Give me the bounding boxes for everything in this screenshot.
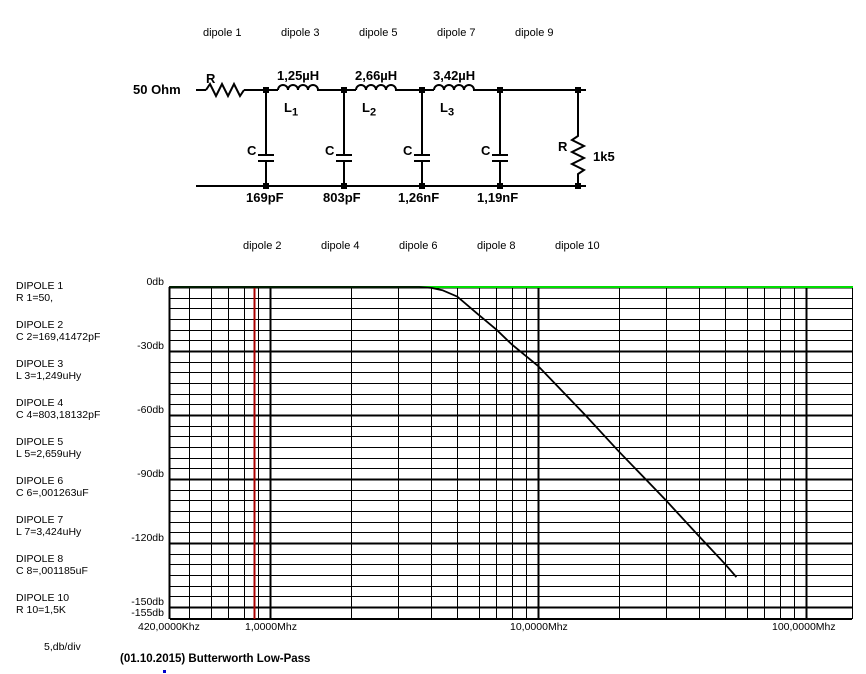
param-value: C 2=169,41472pF — [16, 331, 101, 343]
cap-8-value: 1,19nF — [477, 190, 519, 205]
dipole-label-6: dipole 6 — [399, 240, 438, 252]
cap-2-label: C — [247, 143, 257, 158]
inductor-3-label: $L_3$ — [440, 100, 455, 119]
param-name: DIPOLE 3 — [16, 358, 64, 370]
load-resistor-value: 1k5 — [593, 149, 615, 164]
inductor-3-value: 3,42µH — [433, 68, 476, 83]
dipole-label-10: dipole 10 — [555, 240, 600, 252]
param-value: C 4=803,18132pF — [16, 409, 101, 421]
y-tick-label: 0db — [146, 276, 164, 288]
cursor-dot — [163, 670, 166, 673]
dipole-label-9: dipole 9 — [515, 27, 554, 39]
cap-4-value: 803pF — [323, 190, 361, 205]
dipole-label-3: dipole 3 — [281, 27, 320, 39]
cap-4-label: C — [325, 143, 335, 158]
param-name: DIPOLE 6 — [16, 475, 64, 487]
param-name: DIPOLE 2 — [16, 319, 64, 331]
inductor-2-value: 2,66µH — [355, 68, 398, 83]
param-value: C 6=,001263uF — [16, 487, 89, 499]
dipole-label-4: dipole 4 — [321, 240, 360, 252]
inductor-1-value: 1,25µH — [277, 68, 320, 83]
y-tick-label: -60db — [137, 404, 164, 416]
inductor-1-label: $L_1$ — [284, 100, 299, 119]
param-value: L 3=1,249uHy — [16, 370, 82, 382]
resistor-label: R — [206, 71, 216, 86]
param-name: DIPOLE 7 — [16, 514, 64, 526]
y-tick-label: -90db — [137, 468, 164, 480]
param-value: R 10=1,5K — [16, 604, 66, 616]
param-name: DIPOLE 5 — [16, 436, 64, 448]
dipole-label-1: dipole 1 — [203, 27, 242, 39]
param-value: C 8=,001185uF — [16, 565, 88, 577]
param-name: DIPOLE 8 — [16, 553, 64, 565]
x-tick-label: 10,0000Mhz — [510, 621, 568, 633]
load-resistor-label: R — [558, 139, 568, 154]
cap-6-value: 1,26nF — [398, 190, 440, 205]
y-tick-label: -120db — [131, 532, 164, 544]
cap-6-label: C — [403, 143, 413, 158]
x-tick-label: 100,0000Mhz — [772, 621, 836, 633]
plot-grid — [170, 287, 853, 620]
cap-2-value: 169pF — [246, 190, 284, 205]
param-name: DIPOLE 1 — [16, 280, 64, 292]
source-label: 50 Ohm — [133, 82, 181, 97]
dipole-label-2: dipole 2 — [243, 240, 282, 252]
param-name: DIPOLE 4 — [16, 397, 64, 409]
dipole-label-7: dipole 7 — [437, 27, 476, 39]
dipole-label-5: dipole 5 — [359, 27, 398, 39]
dipole-label-8: dipole 8 — [477, 240, 516, 252]
param-value: R 1=50, — [16, 292, 54, 304]
y-tick-label: -155db — [131, 607, 164, 619]
y-tick-label: -30db — [137, 340, 164, 352]
x-tick-label: 1,0000Mhz — [245, 621, 297, 633]
inductor-2-label: $L_2$ — [362, 100, 377, 119]
scale-label: 5,db/div — [44, 641, 81, 653]
param-name: DIPOLE 10 — [16, 592, 70, 604]
x-tick-label: 420,0000Khz — [138, 621, 200, 633]
param-value: L 5=2,659uHy — [16, 448, 82, 460]
footer-title: (01.10.2015) Butterworth Low-Pass — [120, 653, 311, 665]
y-tick-label: -150db — [131, 596, 164, 608]
cap-8-label: C — [481, 143, 491, 158]
param-value: L 7=3,424uHy — [16, 526, 82, 538]
